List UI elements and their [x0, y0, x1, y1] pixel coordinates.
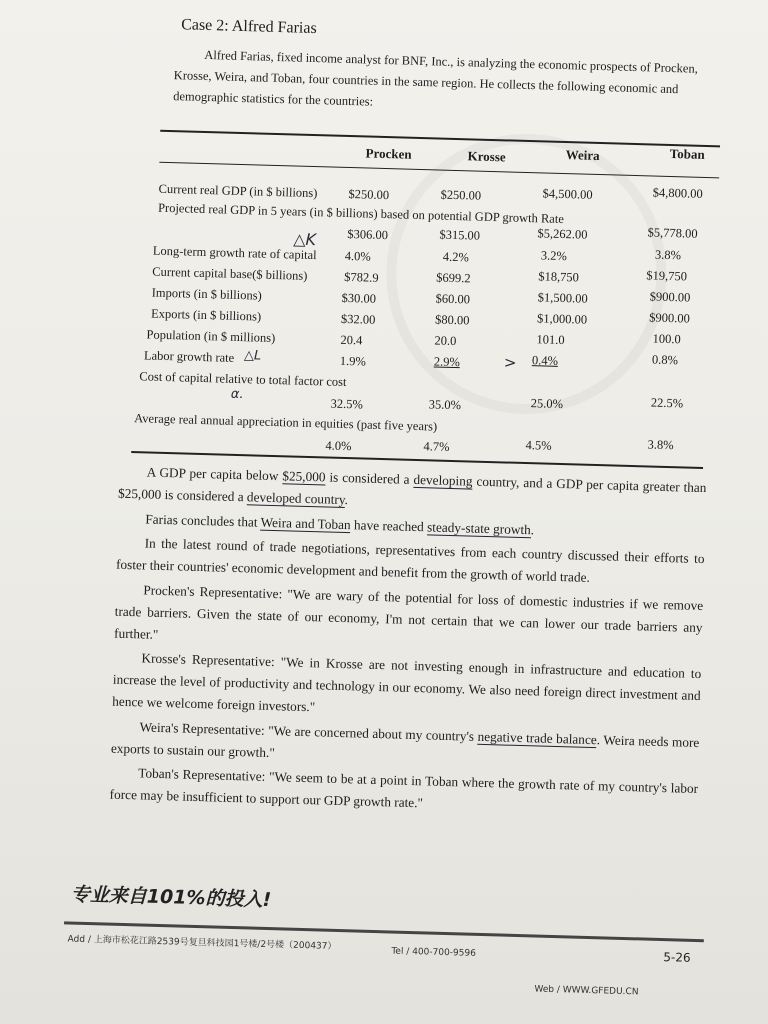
case-title: Case 2: Alfred Farias [180, 16, 317, 38]
table-cell: 2.9% [433, 354, 461, 370]
footer-slogan: 专业来自101%的投入! [70, 883, 272, 912]
table-cell: 20.0 [434, 333, 457, 349]
table-cell: 101.0 [536, 332, 565, 348]
footer-address: Add / 上海市松花江路2539号复旦科技园1号楼/2号楼（200437） [67, 934, 337, 952]
table-cell: $250.00 [440, 187, 482, 203]
table-cell: $1,000.00 [536, 311, 588, 327]
table-cell: 20.4 [340, 332, 363, 348]
table-cell: 4.2% [442, 249, 470, 265]
row-label: Long-term growth rate of capital [152, 243, 317, 263]
table-cell: 4.7% [423, 439, 450, 454]
table-cell: 1.9% [339, 353, 367, 369]
text-run: have reached [350, 516, 428, 534]
page-number: 5-26 [663, 950, 691, 965]
text-run: Weira's Representative: "We are concerned about my country's [139, 719, 478, 744]
row-label: Average real annual appreciation in equities (past five years) [133, 411, 438, 434]
col-header-procken: Procken [365, 145, 412, 162]
row-label: Current capital base($ billions) [152, 264, 308, 283]
table-cell: $60.00 [435, 291, 471, 307]
table-cell: $5,262.00 [537, 226, 588, 242]
table-cell: 100.0 [652, 331, 681, 347]
text-run: country, and a GDP per capita greater than $25,000 is considered a [117, 473, 707, 505]
text-run: A GDP per capita below [146, 464, 283, 484]
table-cell: $4,500.00 [542, 186, 593, 202]
table-cell: $18,750 [538, 269, 580, 285]
paragraph-trade-negotiations: In the latest round of trade negotiations, representatives from each country discussed their efforts to foster their countries' economic development and benefit from the growth of world trade. [115, 535, 705, 586]
table-cell: $4,800.00 [652, 185, 703, 201]
row-label: Cost of capital relative to total factor cost [139, 369, 347, 390]
col-header-toban: Toban [669, 145, 705, 162]
table-cell: $19,750 [646, 268, 688, 284]
handwritten-greater-than: > [503, 353, 517, 372]
col-header-weira: Weira [565, 147, 600, 163]
table-cell: $32.00 [340, 311, 376, 327]
underlined-text: developed country [246, 489, 345, 507]
underlined-text: Weira and Toban [260, 514, 351, 532]
table-cell: 4.0% [325, 438, 352, 454]
text-run: is considered a [325, 469, 414, 487]
table-cell: 22.5% [650, 395, 684, 411]
paragraph-toban-rep: Toban's Representative: "We seem to be at a point in Toban where the growth rate of my country's labor force may be insufficient to support our GDP growth rate." [109, 765, 699, 811]
table-cell: 25.0% [530, 396, 564, 412]
table-cell: $900.00 [649, 289, 691, 305]
table-cell: $1,500.00 [537, 290, 588, 306]
handwritten-delta-l: △L [243, 348, 262, 364]
table-top-rule [160, 130, 720, 147]
handwritten-alpha: α. [230, 386, 244, 403]
footer-web: Web / WWW.GFEDU.CN [534, 984, 639, 998]
underlined-text: developing [413, 471, 473, 489]
paragraph-procken-rep: Procken's Representative: "We are wary of the potential for loss of domestic industries if we remove trade barriers. Given the state of our economy, I'm not certain that we can lower our trade barriers any further." [113, 582, 704, 642]
table-cell: 0.8% [651, 352, 679, 368]
underlined-text: steady-state growth [426, 518, 532, 537]
text-run: . Weira needs more exports to sustain our growth." [110, 731, 700, 760]
row-label: Current real GDP (in $ billions) [158, 181, 318, 201]
table-cell: $30.00 [341, 290, 377, 306]
table-cell: $315.00 [439, 227, 481, 243]
table-cell: $5,778.00 [647, 225, 698, 241]
underlined-text: negative trade balance [477, 728, 597, 747]
underlined-text: $25,000 [282, 468, 326, 485]
table-cell: 3.2% [540, 248, 568, 264]
intro-text: Alfred Farias, fixed income analyst for BNF, Inc., is analyzing the economic prospects of Procken, Krosse, Weira, and Toban, four countries in the same region. He collects the following economic and demographic statistics for the countries: [173, 47, 699, 109]
row-label: Population (in $ millions) [146, 327, 276, 346]
text-run: Farias concludes that [145, 511, 261, 530]
case-body [109, 461, 706, 825]
table-cell: $306.00 [347, 226, 389, 243]
intro-paragraph [173, 44, 735, 123]
text-run: . [344, 491, 349, 507]
table-cell: 3.8% [647, 437, 674, 453]
row-label: Labor growth rate [143, 348, 235, 365]
col-header-krosse: Krosse [467, 148, 506, 165]
table-cell: $250.00 [348, 187, 390, 203]
footer-tel: Tel / 400-700-9596 [391, 946, 477, 959]
table-cell: $900.00 [649, 310, 691, 326]
handwritten-delta-k: △K [292, 229, 317, 250]
row-label: Projected real GDP in 5 years (in $ billions) based on potential GDP growth Rate [157, 200, 565, 227]
row-label: Exports (in $ billions) [150, 306, 262, 324]
table-cell: 32.5% [330, 396, 364, 412]
table-cell: 4.5% [525, 438, 552, 453]
table-cell: 4.0% [344, 248, 372, 264]
text-run: . [530, 521, 535, 537]
watermark [383, 130, 671, 418]
table-cell: 0.4% [531, 353, 559, 368]
table-cell: $80.00 [434, 312, 470, 328]
table-cell: 3.8% [654, 247, 682, 263]
table-cell: 35.0% [428, 397, 462, 413]
paragraph-krosse-rep: Krosse's Representative: "We in Krosse are not investing enough in infrastructure and education to increase the level of productivity and technology in our economy. We also need foreign direct investment and hence we welcome foreign investors." [112, 650, 702, 715]
table-cell: $782.9 [344, 269, 379, 285]
row-label: Imports (in $ billions) [151, 285, 262, 303]
table-cell: $699.2 [436, 270, 471, 286]
